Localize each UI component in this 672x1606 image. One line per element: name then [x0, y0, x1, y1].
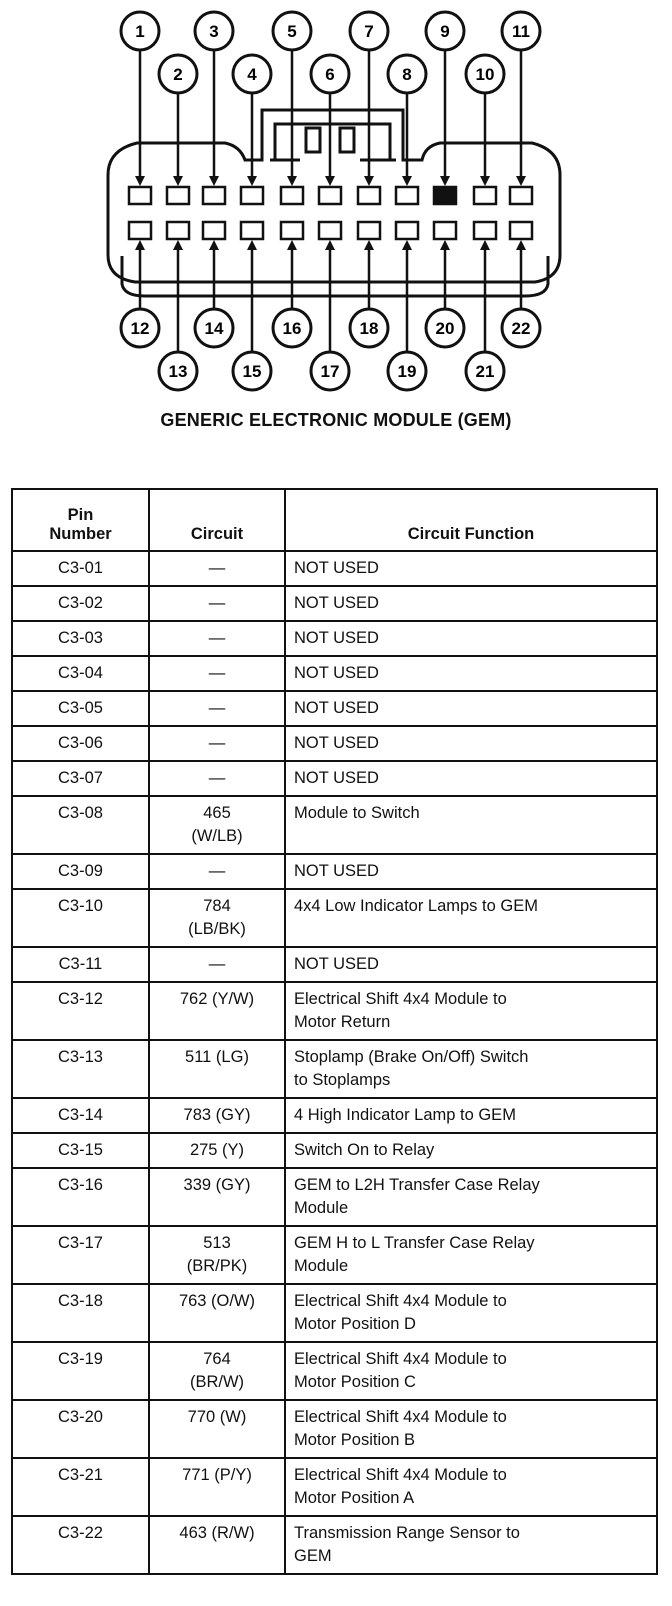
- pin-function-table: [11, 488, 658, 1575]
- circuit-function-cell: GEM H to L Transfer Case Relay Module: [285, 1226, 657, 1284]
- pin-number-cell: C3-01: [12, 551, 149, 586]
- pin-cavity-17: [319, 222, 341, 239]
- circuit-function-header: Circuit Function: [285, 489, 657, 551]
- circuit-cell: —: [149, 854, 285, 889]
- callout-label: 11: [512, 22, 530, 41]
- pin-cavity-4: [241, 187, 263, 204]
- circuit-function-cell: NOT USED: [285, 691, 657, 726]
- table-row: [12, 1098, 657, 1133]
- pin-number-cell: C3-12: [12, 982, 149, 1040]
- callout-label: 9: [440, 22, 450, 41]
- pin-cavity-13: [167, 222, 189, 239]
- circuit-header: Circuit: [149, 489, 285, 551]
- pin-cavity-3: [203, 187, 225, 204]
- circuit-function-cell: Switch On to Relay: [285, 1133, 657, 1168]
- circuit-function-cell: GEM to L2H Transfer Case Relay Module: [285, 1168, 657, 1226]
- pin-number-cell: C3-21: [12, 1458, 149, 1516]
- pin-number-cell: C3-15: [12, 1133, 149, 1168]
- circuit-function-cell: NOT USED: [285, 726, 657, 761]
- circuit-function-cell: 4x4 Low Indicator Lamps to GEM: [285, 889, 657, 947]
- arrowhead-8: [402, 176, 412, 186]
- circuit-function-cell: NOT USED: [285, 947, 657, 982]
- table-row: [12, 1400, 657, 1458]
- table-row: [12, 691, 657, 726]
- circuit-function-cell: Stoplamp (Brake On/Off) Switch to Stoplamps: [285, 1040, 657, 1098]
- circuit-cell: 762 (Y/W): [149, 982, 285, 1040]
- table-row: [12, 982, 657, 1040]
- circuit-cell: —: [149, 726, 285, 761]
- circuit-cell: 771 (P/Y): [149, 1458, 285, 1516]
- circuit-cell: 764 (BR/W): [149, 1342, 285, 1400]
- arrowhead-1: [135, 176, 145, 186]
- circuit-cell: —: [149, 656, 285, 691]
- arrowhead-9: [440, 176, 450, 186]
- pin-number-cell: C3-14: [12, 1098, 149, 1133]
- callout-label: 22: [511, 319, 531, 338]
- table-row: [12, 1516, 657, 1574]
- pin-cavity-14: [203, 222, 225, 239]
- table-row: [12, 796, 657, 854]
- pin-cavity-2: [167, 187, 189, 204]
- pin-cavity-10: [474, 187, 496, 204]
- pin-cavity-9: [434, 187, 456, 204]
- pin-number-cell: C3-07: [12, 761, 149, 796]
- circuit-function-cell: NOT USED: [285, 761, 657, 796]
- pin-cavity-7: [358, 187, 380, 204]
- arrowhead-15: [247, 240, 257, 250]
- pin-number-cell: C3-22: [12, 1516, 149, 1574]
- table-row: [12, 1226, 657, 1284]
- pin-cavity-22: [510, 222, 532, 239]
- pin-number-cell: C3-04: [12, 656, 149, 691]
- arrowhead-18: [364, 240, 374, 250]
- callout-label: 8: [402, 65, 412, 84]
- table-row: [12, 947, 657, 982]
- circuit-function-cell: Transmission Range Sensor to GEM: [285, 1516, 657, 1574]
- arrowhead-3: [209, 176, 219, 186]
- arrowhead-13: [173, 240, 183, 250]
- callout-label: 5: [287, 22, 297, 41]
- pin-cavity-16: [281, 222, 303, 239]
- arrowhead-6: [325, 176, 335, 186]
- arrowhead-17: [325, 240, 335, 250]
- circuit-function-cell: Electrical Shift 4x4 Module to Motor Position C: [285, 1342, 657, 1400]
- arrowhead-2: [173, 176, 183, 186]
- pin-number-cell: C3-03: [12, 621, 149, 656]
- circuit-function-cell: NOT USED: [285, 656, 657, 691]
- gem-connector-diagram: [0, 0, 672, 450]
- arrowhead-22: [516, 240, 526, 250]
- circuit-function-cell: Electrical Shift 4x4 Module to Motor Position D: [285, 1284, 657, 1342]
- pin-number-cell: C3-08: [12, 796, 149, 854]
- pin-number-cell: C3-13: [12, 1040, 149, 1098]
- circuit-function-cell: NOT USED: [285, 854, 657, 889]
- callout-label: 12: [130, 319, 150, 338]
- pin-cavity-18: [358, 222, 380, 239]
- pin-number-cell: C3-16: [12, 1168, 149, 1226]
- table-row: [12, 854, 657, 889]
- pin-number-cell: C3-19: [12, 1342, 149, 1400]
- table-header-row: [12, 489, 657, 551]
- table-row: [12, 726, 657, 761]
- circuit-cell: 763 (O/W): [149, 1284, 285, 1342]
- table-row: [12, 1458, 657, 1516]
- circuit-cell: 783 (GY): [149, 1098, 285, 1133]
- arrowhead-7: [364, 176, 374, 186]
- circuit-cell: —: [149, 621, 285, 656]
- pin-cavity-8: [396, 187, 418, 204]
- table-row: [12, 1133, 657, 1168]
- pin-cavity-11: [510, 187, 532, 204]
- callout-label: 2: [173, 65, 183, 84]
- callout-label: 18: [359, 319, 379, 338]
- arrowhead-19: [402, 240, 412, 250]
- pin-number-cell: C3-05: [12, 691, 149, 726]
- arrowhead-16: [287, 240, 297, 250]
- pin-number-cell: C3-11: [12, 947, 149, 982]
- circuit-cell: 513 (BR/PK): [149, 1226, 285, 1284]
- arrowhead-10: [480, 176, 490, 186]
- arrowhead-14: [209, 240, 219, 250]
- table-row: [12, 889, 657, 947]
- callout-label: 15: [242, 362, 262, 381]
- arrowhead-20: [440, 240, 450, 250]
- arrowhead-4: [247, 176, 257, 186]
- pin-cavity-12: [129, 222, 151, 239]
- circuit-cell: —: [149, 551, 285, 586]
- circuit-cell: —: [149, 761, 285, 796]
- circuit-cell: 463 (R/W): [149, 1516, 285, 1574]
- circuit-cell: —: [149, 947, 285, 982]
- diagram-title: GENERIC ELECTRONIC MODULE (GEM): [160, 410, 512, 430]
- arrowhead-11: [516, 176, 526, 186]
- circuit-function-cell: Electrical Shift 4x4 Module to Motor Position B: [285, 1400, 657, 1458]
- callout-label: 16: [282, 319, 302, 338]
- circuit-function-cell: NOT USED: [285, 586, 657, 621]
- callout-label: 14: [204, 319, 224, 338]
- circuit-function-cell: 4 High Indicator Lamp to GEM: [285, 1098, 657, 1133]
- callout-label: 19: [397, 362, 417, 381]
- pin-number-header: Pin Number: [12, 489, 149, 551]
- circuit-cell: —: [149, 691, 285, 726]
- pin-cavity-20: [434, 222, 456, 239]
- circuit-function-cell: NOT USED: [285, 621, 657, 656]
- pin-cavity-6: [319, 187, 341, 204]
- circuit-function-cell: Electrical Shift 4x4 Module to Motor Position A: [285, 1458, 657, 1516]
- table-row: [12, 1040, 657, 1098]
- arrowhead-21: [480, 240, 490, 250]
- pin-number-cell: C3-10: [12, 889, 149, 947]
- pin-number-cell: C3-20: [12, 1400, 149, 1458]
- circuit-function-cell: Module to Switch: [285, 796, 657, 854]
- callout-label: 10: [475, 65, 495, 84]
- table-row: [12, 621, 657, 656]
- table-row: [12, 656, 657, 691]
- callout-label: 7: [364, 22, 374, 41]
- circuit-cell: 511 (LG): [149, 1040, 285, 1098]
- pin-callouts: [121, 12, 540, 390]
- circuit-function-cell: Electrical Shift 4x4 Module to Motor Return: [285, 982, 657, 1040]
- pin-cavity-21: [474, 222, 496, 239]
- table-row: [12, 1342, 657, 1400]
- circuit-cell: —: [149, 586, 285, 621]
- pin-number-cell: C3-06: [12, 726, 149, 761]
- table-row: [12, 551, 657, 586]
- pin-cavity-15: [241, 222, 263, 239]
- callout-label: 1: [135, 22, 145, 41]
- table-row: [12, 1168, 657, 1226]
- callout-label: 4: [247, 65, 257, 84]
- table-row: [12, 761, 657, 796]
- callout-label: 17: [320, 362, 340, 381]
- callout-label: 3: [209, 22, 219, 41]
- pin-number-cell: C3-18: [12, 1284, 149, 1342]
- circuit-cell: 275 (Y): [149, 1133, 285, 1168]
- table-row: [12, 1284, 657, 1342]
- circuit-function-cell: NOT USED: [285, 551, 657, 586]
- pin-cavity-1: [129, 187, 151, 204]
- arrowhead-5: [287, 176, 297, 186]
- pin-cavity-19: [396, 222, 418, 239]
- circuit-cell: 784 (LB/BK): [149, 889, 285, 947]
- circuit-cell: 770 (W): [149, 1400, 285, 1458]
- pin-number-cell: C3-17: [12, 1226, 149, 1284]
- pin-number-cell: C3-02: [12, 586, 149, 621]
- table-row: [12, 586, 657, 621]
- arrowhead-12: [135, 240, 145, 250]
- pin-number-cell: C3-09: [12, 854, 149, 889]
- callout-label: 13: [168, 362, 188, 381]
- pin-cavity-5: [281, 187, 303, 204]
- callout-label: 21: [475, 362, 495, 381]
- callout-label: 6: [325, 65, 335, 84]
- circuit-cell: 465 (W/LB): [149, 796, 285, 854]
- circuit-cell: 339 (GY): [149, 1168, 285, 1226]
- callout-label: 20: [435, 319, 455, 338]
